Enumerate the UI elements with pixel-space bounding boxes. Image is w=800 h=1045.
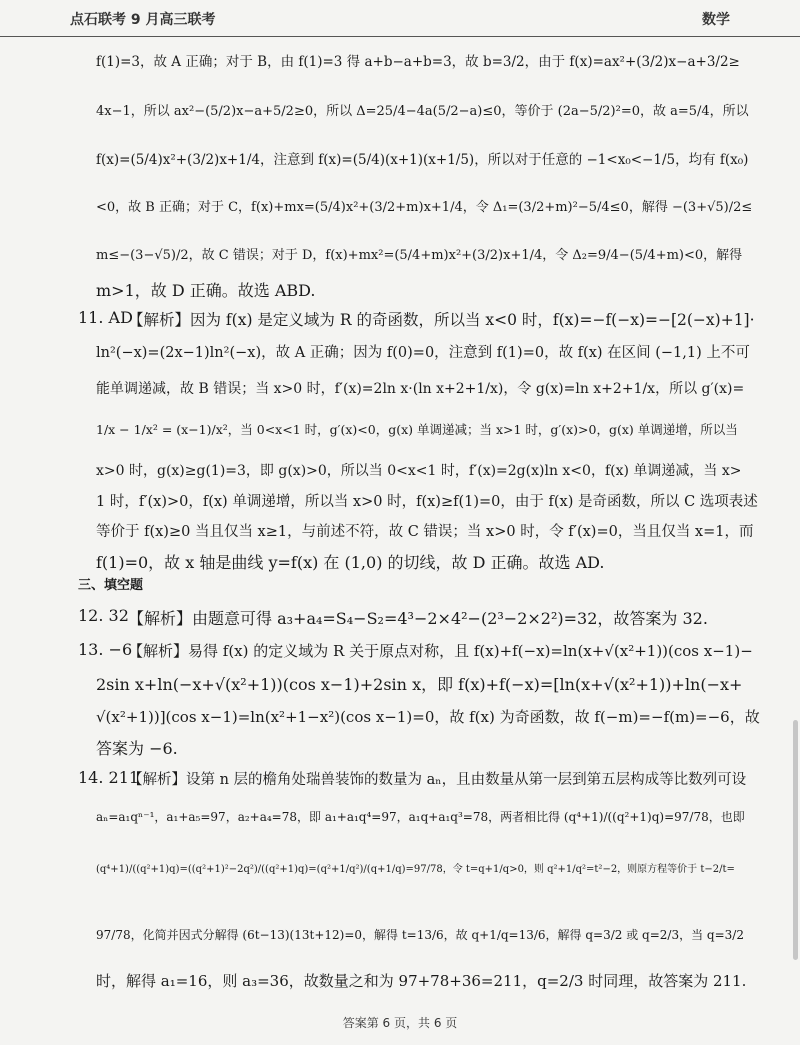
q14-line-5: 时，解得 a₁=16，则 a₃=36，故数量之和为 97+78+36=211，q=2/3 时同理，故答案为 211. <box>96 972 747 990</box>
q10-line-4: <0，故 B 正确；对于 C，f(x)+mx=(5/4)x²+(3/2+m)x+1/4，令 Δ₁=(3/2+m)²−5/4≤0，解得 −(3+√5)/2≤ <box>96 200 753 215</box>
section-heading: 三、填空题 <box>78 578 144 593</box>
q11-line-7: 等价于 f(x)≥0 当且仅当 x≥1，与前述不符，故 C 错误；当 x>0 时，令 f′(x)=0，当且仅当 x=1，而 <box>96 524 754 540</box>
q11-line-1: 【解析】因为 f(x) 是定义域为 R 的奇函数，所以当 x<0 时，f(x)=−f(−x)=−[2(−x)+1]· <box>128 311 755 329</box>
subject-label: 数学 <box>702 12 730 28</box>
q14-line-4: 97/78，化简并因式分解得 (6t−13)(13t+12)=0，解得 t=13/6，故 q+1/q=13/6，解得 q=3/2 或 q=2/3，当 q=3/2 <box>96 928 744 942</box>
q11-line-3: 能单调递减，故 B 错误；当 x>0 时，f′(x)=2ln x·(ln x+2+1/x)，令 g(x)=ln x+2+1/x，所以 g′(x)= <box>96 381 745 397</box>
q10-line-2: 4x−1，所以 ax²−(5/2)x−a+5/2≥0，所以 Δ=25/4−4a(5/2−a)≤0，等价于 (2a−5/2)²=0，故 a=5/4，所以 <box>96 104 749 119</box>
q11-line-4: 1/x − 1/x² = (x−1)/x²，当 0<x<1 时，g′(x)<0，g(x) 单调递减；当 x>1 时，g′(x)>0，g(x) 单调递增，所以当 <box>96 422 738 437</box>
page-header <box>0 0 800 37</box>
q14-line-3: (q⁴+1)/((q²+1)q)=((q²+1)²−2q²)/((q²+1)q)=(q²+1/q²)/(q+1/q)=97/78，令 t=q+1/q>0，则 q²+1/q²=t²−2，则原方程等价于 t−2/t= <box>96 864 735 875</box>
q10-line-6: m>1，故 D 正确。故选 ABD. <box>96 281 316 300</box>
q13-line-2: 2sin x+ln(−x+√(x²+1))(cos x−1)+2sin x，即 f(x)+f(−x)=[ln(x+√(x²+1))+ln(−x+ <box>96 675 743 694</box>
q11-line-6: 1 时，f′(x)>0，f(x) 单调递增，所以当 x>0 时，f(x)≥f(1)=0，由于 f(x) 是奇函数，所以 C 选项表述 <box>96 494 758 510</box>
q14-line-2: aₙ=a₁qⁿ⁻¹，a₁+a₅=97，a₂+a₄=78，即 a₁+a₁q⁴=97，a₁q+a₁q³=78，两者相比得 (q⁴+1)/((q²+1)q)=97/78，也即 <box>96 810 745 824</box>
q11-line-5: x>0 时，g(x)≥g(1)=3，即 g(x)>0，所以当 0<x<1 时，f′(x)=2g(x)ln x<0，f(x) 单调递减，当 x> <box>96 463 742 479</box>
q14-line-1: 【解析】设第 n 层的檐角处瑞兽装饰的数量为 aₙ，且由数量从第一层到第五层构成等比数列可设 <box>128 772 747 788</box>
q10-line-5: m≤−(3−√5)/2，故 C 错误；对于 D，f(x)+mx²=(5/4+m)x²+(3/2)x+1/4，令 Δ₂=9/4−(5/4+m)<0，解得 <box>96 248 743 263</box>
q13-line-3: √(x²+1))](cos x−1)=ln(x²+1−x²)(cos x−1)=0，故 f(x) 为奇函数，故 f(−m)=−f(m)=−6，故 <box>96 708 760 726</box>
q10-line-1: f(1)=3，故 A 正确；对于 B，由 f(1)=3 得 a+b−a+b=3，故 b=3/2，由于 f(x)=ax²+(3/2)x−a+3/2≥ <box>96 54 740 70</box>
q12-line-1: 【解析】由题意可得 a₃+a₄=S₄−S₂=4³−2×4²−(2³−2×2²)=32，故答案为 32. <box>128 609 708 628</box>
scrollbar[interactable] <box>793 720 798 960</box>
q10-line-3: f(x)=(5/4)x²+(3/2)x+1/4，注意到 f(x)=(5/4)(x+1)(x+1/5)，所以对于任意的 −1<x₀<−1/5，均有 f(x₀) <box>96 152 749 168</box>
q14-number: 14. 211 <box>78 768 140 787</box>
exam-title: 点石联考 9 月高三联考 <box>70 12 216 28</box>
q13-line-1: 【解析】易得 f(x) 的定义域为 R 关于原点对称，且 f(x)+f(−x)=ln(x+√(x²+1))(cos x−1)− <box>128 642 753 660</box>
q12-number: 12. 32 <box>78 606 129 625</box>
page-footer: 答案第 6 页，共 6 页 <box>342 1016 458 1030</box>
q13-line-4: 答案为 −6. <box>96 739 178 758</box>
q13-number: 13. −6 <box>78 640 133 659</box>
q11-number: 11. AD <box>78 308 133 327</box>
q11-line-2: ln²(−x)=(2x−1)ln²(−x)，故 A 正确；因为 f(0)=0，注意到 f(1)=0，故 f(x) 在区间 (−1,1) 上不可 <box>96 345 750 361</box>
q11-line-8: f(1)=0，故 x 轴是曲线 y=f(x) 在 (1,0) 的切线，故 D 正确。故选 AD. <box>96 553 605 572</box>
